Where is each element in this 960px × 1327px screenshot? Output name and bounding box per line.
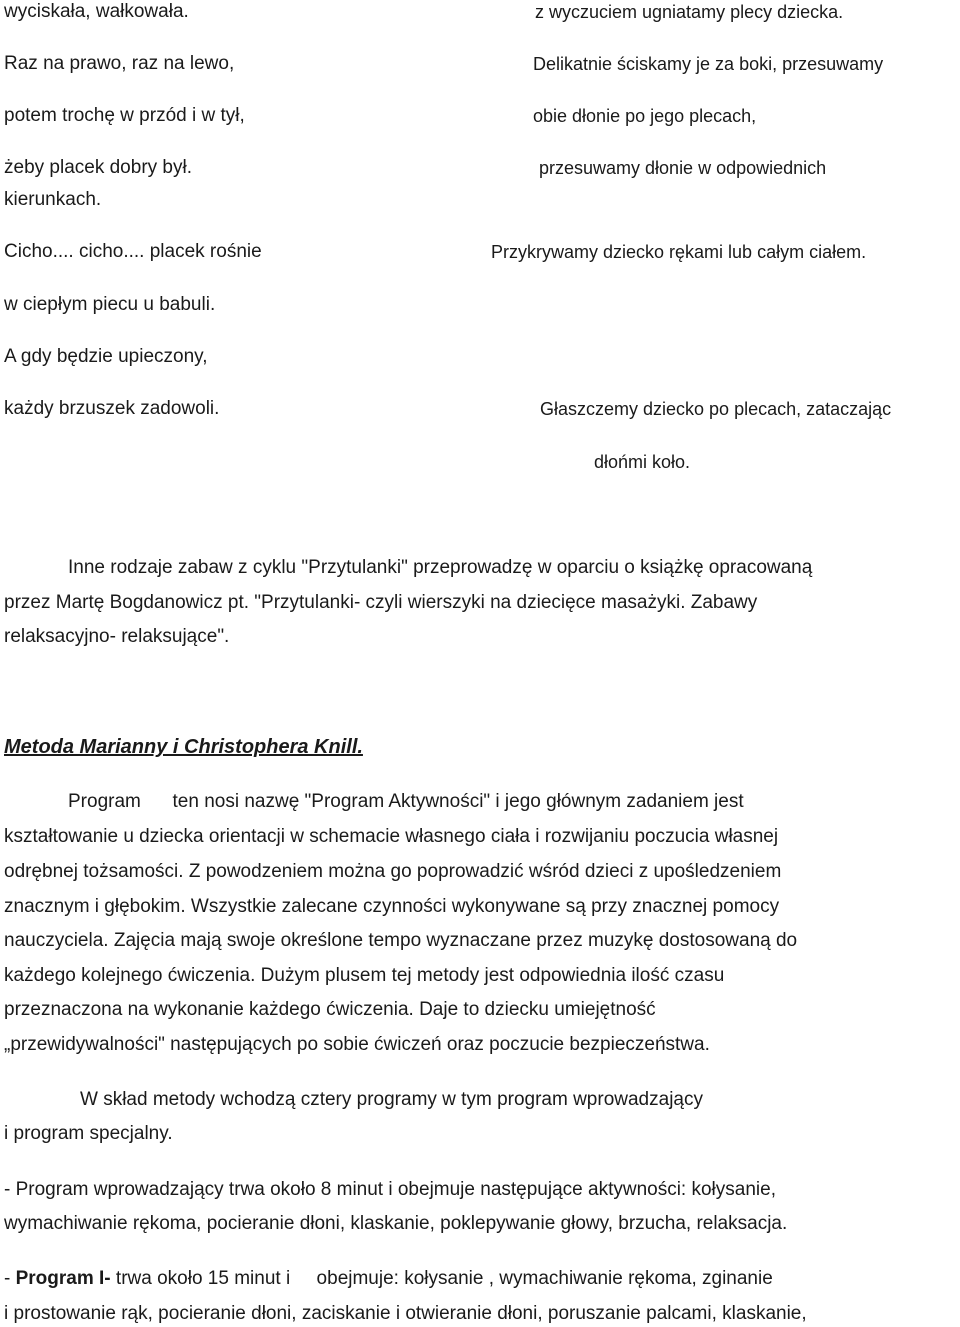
program-one-line <box>4 1267 773 1291</box>
poem-left-line: wyciskała, wałkowała. <box>4 1 189 22</box>
poem-left-line: potem trochę w przód i w tył, <box>4 105 245 126</box>
paragraph-line: W skład metody wchodzą cztery programy w tym program wprowadzający <box>80 1089 703 1110</box>
poem-left-line: Raz na prawo, raz na lewo, <box>4 53 235 74</box>
poem-left-line: każdy brzuszek zadowoli. <box>4 398 220 419</box>
poem-left-line: A gdy będzie upieczony, <box>4 346 208 367</box>
poem-right-line: z wyczuciem ugniatamy plecy dziecka. <box>535 2 844 22</box>
program-one-title: Program I- <box>15 1268 111 1289</box>
program-one-text: trwa około 15 minut i obejmuje: kołysanie , wymachiwanie rękoma, zginanie <box>110 1268 773 1289</box>
poem-right-line: dłońmi koło. <box>594 452 691 472</box>
paragraph-line: przeznaczona na wykonanie każdego ćwiczenia. Daje to dziecku umiejętność <box>4 999 656 1020</box>
paragraph-line: Inne rodzaje zabaw z cyklu "Przytulanki" przeprowadzę w oparciu o książkę opracowaną <box>68 557 813 578</box>
section-heading: Metoda Marianny i Christophera Knill. <box>4 736 363 758</box>
poem-left-line: Cicho.... cicho.... placek rośnie <box>4 241 262 262</box>
poem-left-line: żeby placek dobry był. <box>4 157 192 178</box>
poem-left-line: kierunkach. <box>4 189 102 210</box>
paragraph-line: i program specjalny. <box>4 1123 173 1144</box>
paragraph-line: kształtowanie u dziecka orientacji w schemacie własnego ciała i rozwijaniu poczucia własnej <box>4 826 779 847</box>
paragraph-line: „przewidywalności" następujących po sobie ćwiczeń oraz poczucie bezpieczeństwa. <box>4 1034 710 1055</box>
poem-right-line: przesuwamy dłonie w odpowiednich <box>539 158 827 178</box>
program-one-prefix: - <box>4 1268 16 1289</box>
paragraph-line: przez Martę Bogdanowicz pt. "Przytulanki- czyli wierszyki na dziecięce masażyki. Zabawy <box>4 592 758 613</box>
poem-left-line: w ciepłym piecu u babuli. <box>4 294 216 315</box>
poem-right-line: obie dłonie po jego plecach, <box>533 106 757 126</box>
paragraph-line: znacznym i głębokim. Wszystkie zalecane czynności wykonywane są przy znacznej pomocy <box>4 896 780 917</box>
poem-right-line: Przykrywamy dziecko rękami lub całym ciałem. <box>491 242 867 262</box>
paragraph-line: nauczyciela. Zajęcia mają swoje określone tempo wyznaczane przez muzykę dostosowaną do <box>4 930 798 951</box>
paragraph-line: i prostowanie rąk, pocieranie dłoni, zaciskanie i otwieranie dłoni, poruszanie palcami, klaskanie, <box>4 1303 807 1324</box>
paragraph-line: relaksacyjno- relaksujące". <box>4 626 230 647</box>
poem-right-line: Głaszczemy dziecko po plecach, zataczając <box>540 399 892 419</box>
paragraph-line: odrębnej tożsamości. Z powodzeniem można go poprowadzić wśród dzieci z upośledzeniem <box>4 861 782 882</box>
paragraph-line: - Program wprowadzający trwa około 8 minut i obejmuje następujące aktywności: kołysanie, <box>4 1179 776 1200</box>
poem-right-line: Delikatnie ściskamy je za boki, przesuwamy <box>533 54 884 74</box>
paragraph-line: wymachiwanie rękoma, pocieranie dłoni, klaskanie, poklepywanie głowy, brzucha, relaksacja. <box>4 1213 788 1234</box>
paragraph-line: każdego kolejnego ćwiczenia. Dużym plusem tej metody jest odpowiednia ilość czasu <box>4 965 725 986</box>
paragraph-line: Program ten nosi nazwę "Program Aktywności" i jego głównym zadaniem jest <box>68 791 744 812</box>
